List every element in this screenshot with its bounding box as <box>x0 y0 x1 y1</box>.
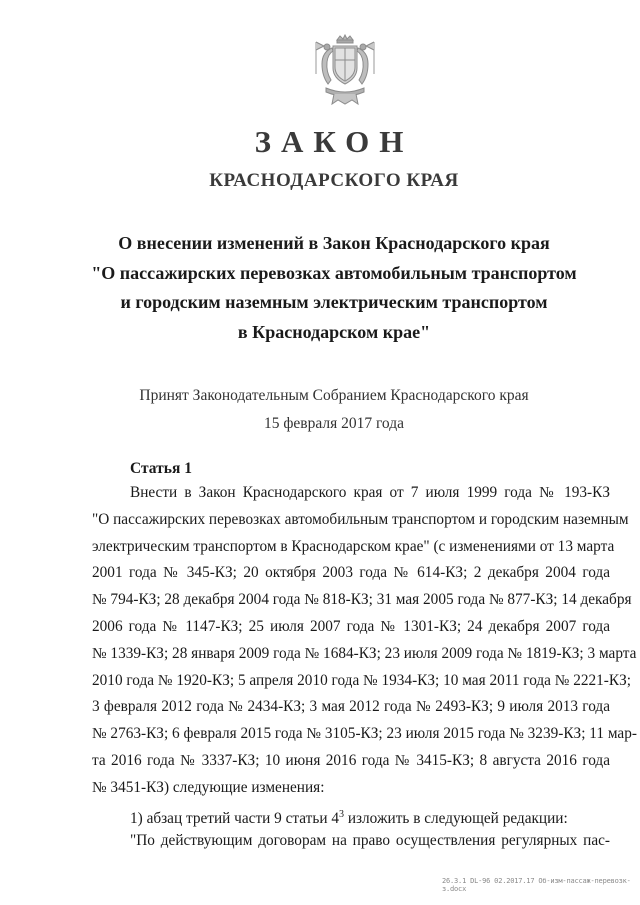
body-line: 3 февраля 2012 года № 2434-КЗ; 3 мая 2012 года № 2493-КЗ; 9 июля 2013 года <box>92 698 610 716</box>
article-heading: Статья 1 <box>130 460 192 477</box>
body-line: 2010 года № 1920-КЗ; 5 апреля 2010 года № 1934-КЗ; 10 мая 2011 года № 2221-КЗ; <box>92 671 632 689</box>
adoption-date: 15 февраля 2017 года <box>263 415 405 432</box>
body-line: № 2763-КЗ; 6 февраля 2015 года № 3105-КЗ; 23 июля 2015 года № 3239-КЗ; 11 мар- <box>92 725 637 743</box>
title-line: в Краснодарском крае" <box>237 321 431 342</box>
footer-file-code: 26.3.1 DL-96 02.2017.17 Об-изм-пассаж-перевозк-з.docx <box>442 877 631 893</box>
body-line: № 794-КЗ; 28 декабря 2004 года № 818-КЗ; 31 мая 2005 года № 877-КЗ; 14 декабря <box>92 591 632 609</box>
body-line: № 3451-КЗ) следующие изменения: <box>92 778 325 796</box>
item-1-line <box>92 802 610 829</box>
adoption-statement <box>0 382 640 438</box>
title-line: и городским наземным электрическим транспортом <box>120 292 548 312</box>
quote-line: "По действующим договорам на право осуществления регулярных пас- <box>130 832 610 850</box>
body-line: та 2016 года № 3337-КЗ; 10 июня 2016 года № 3415-КЗ; 8 августа 2016 года <box>92 751 610 769</box>
body-line: Внести в Закон Краснодарского края от 7 июля 1999 года № 193-КЗ <box>130 484 610 501</box>
item-1-suffix: изложить в следующей редакции: <box>344 809 568 827</box>
body-line: "О пассажирских перевозках автомобильным транспортом и городским наземным <box>92 510 629 528</box>
coat-of-arms-icon <box>312 34 378 106</box>
law-title <box>0 229 640 347</box>
article-body <box>92 480 637 855</box>
item-1-prefix: 1) абзац третий части 9 статьи 4 <box>130 809 339 827</box>
law-heading: ЗАКОН <box>254 124 414 159</box>
body-line: 2001 года № 345-КЗ; 20 октября 2003 года № 614-КЗ; 2 декабря 2004 года <box>92 564 610 582</box>
body-line: электрическим транспортом в Краснодарском крае" (с изменениями от 13 марта <box>92 537 615 555</box>
title-line: О внесении изменений в Закон Краснодарского края <box>118 233 550 253</box>
body-line: № 1339-КЗ; 28 января 2009 года № 1684-КЗ; 23 июля 2009 года № 1819-КЗ; 3 марта <box>92 644 637 662</box>
body-line: 2006 года № 1147-КЗ; 25 июля 2007 года № 1301-КЗ; 24 декабря 2007 года <box>92 617 610 635</box>
adoption-body: Принят Законодательным Собранием Краснодарского края <box>139 387 529 404</box>
region-heading: КРАСНОДАРСКОГО КРАЯ <box>209 170 459 191</box>
item-1-superscript: 3 <box>339 808 344 820</box>
title-line: "О пассажирских перевозках автомобильным транспортом <box>91 262 577 283</box>
